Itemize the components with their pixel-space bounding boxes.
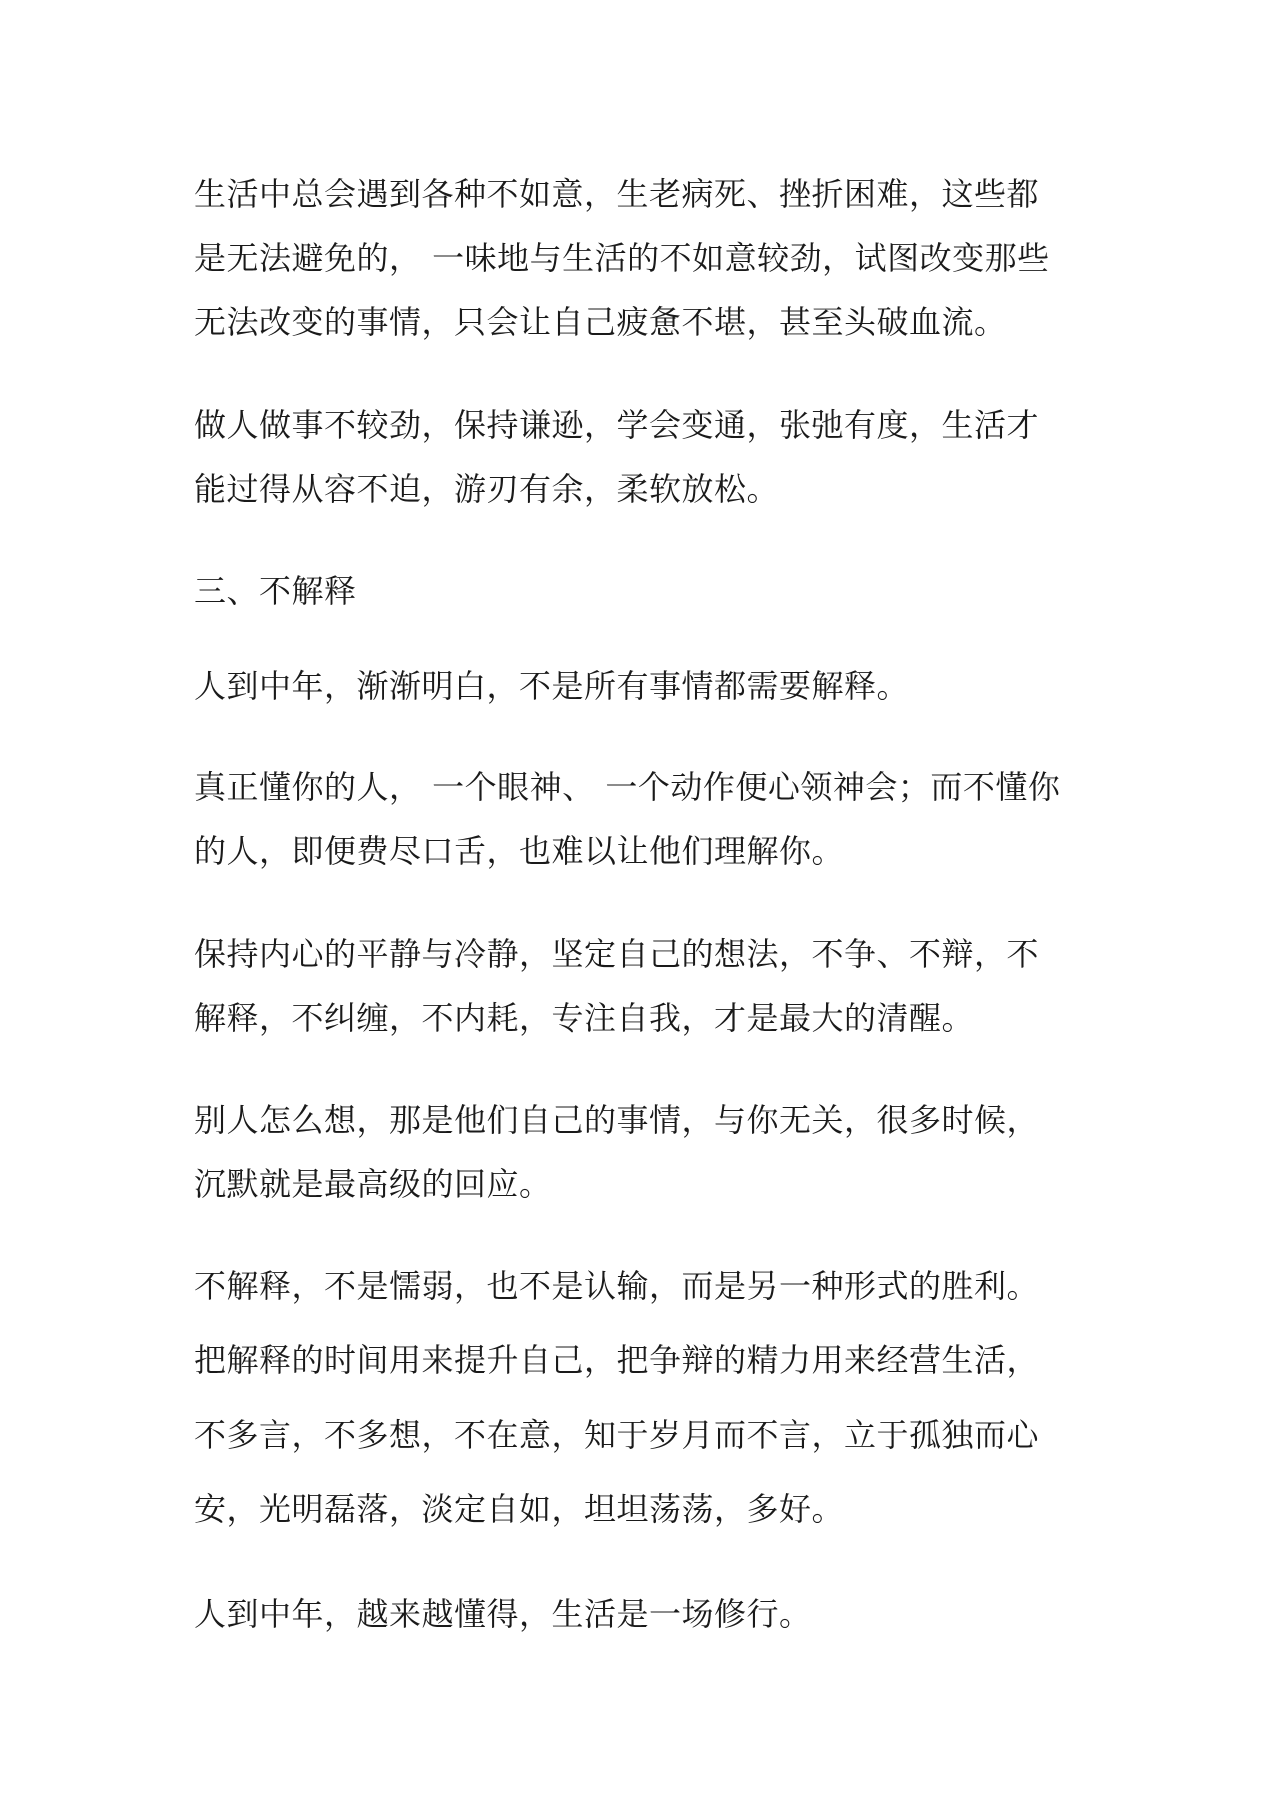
text-line: 人到中年，越来越懂得，生活是一场修行。: [194, 1595, 812, 1633]
text-line: 人到中年，渐渐明白，不是所有事情都需要解释。: [194, 667, 910, 705]
text-line: 解释，不纠缠，不内耗，专注自我，才是最大的清醒。: [194, 999, 975, 1037]
text-line: 做人做事不较劲，保持谦逊，学会变通，张弛有度，生活才: [194, 406, 1040, 444]
text-line: 无法改变的事情，只会让自己疲惫不堪，甚至头破血流。: [194, 303, 1007, 341]
text-line: 真正懂你的人， 一个眼神、 一个动作便心领神会；而不懂你: [194, 768, 1061, 806]
text-line: 沉默就是最高级的回应。: [194, 1165, 552, 1203]
text-line: 是无法避免的， 一味地与生活的不如意较劲，试图改变那些: [194, 239, 1050, 277]
text-line: 能过得从容不迫，游刃有余，柔软放松。: [194, 470, 780, 508]
text-line: 生活中总会遇到各种不如意，生老病死、挫折困难，这些都: [194, 175, 1040, 213]
section-heading: 三、不解释: [194, 572, 357, 610]
text-line: 的人，即便费尽口舌，也难以让他们理解你。: [194, 832, 845, 870]
text-line: 把解释的时间用来提升自己，把争辩的精力用来经营生活，: [194, 1341, 1040, 1379]
text-line: 不多言，不多想，不在意，知于岁月而不言，立于孤独而心: [194, 1416, 1040, 1454]
text-line: 别人怎么想，那是他们自己的事情，与你无关，很多时候，: [194, 1101, 1040, 1139]
text-line: 不解释，不是懦弱，也不是认输，而是另一种形式的胜利。: [194, 1267, 1040, 1305]
text-line: 安，光明磊落，淡定自如，坦坦荡荡，多好。: [194, 1490, 845, 1528]
text-line: 保持内心的平静与冷静，坚定自己的想法，不争、不辩，不: [194, 935, 1040, 973]
